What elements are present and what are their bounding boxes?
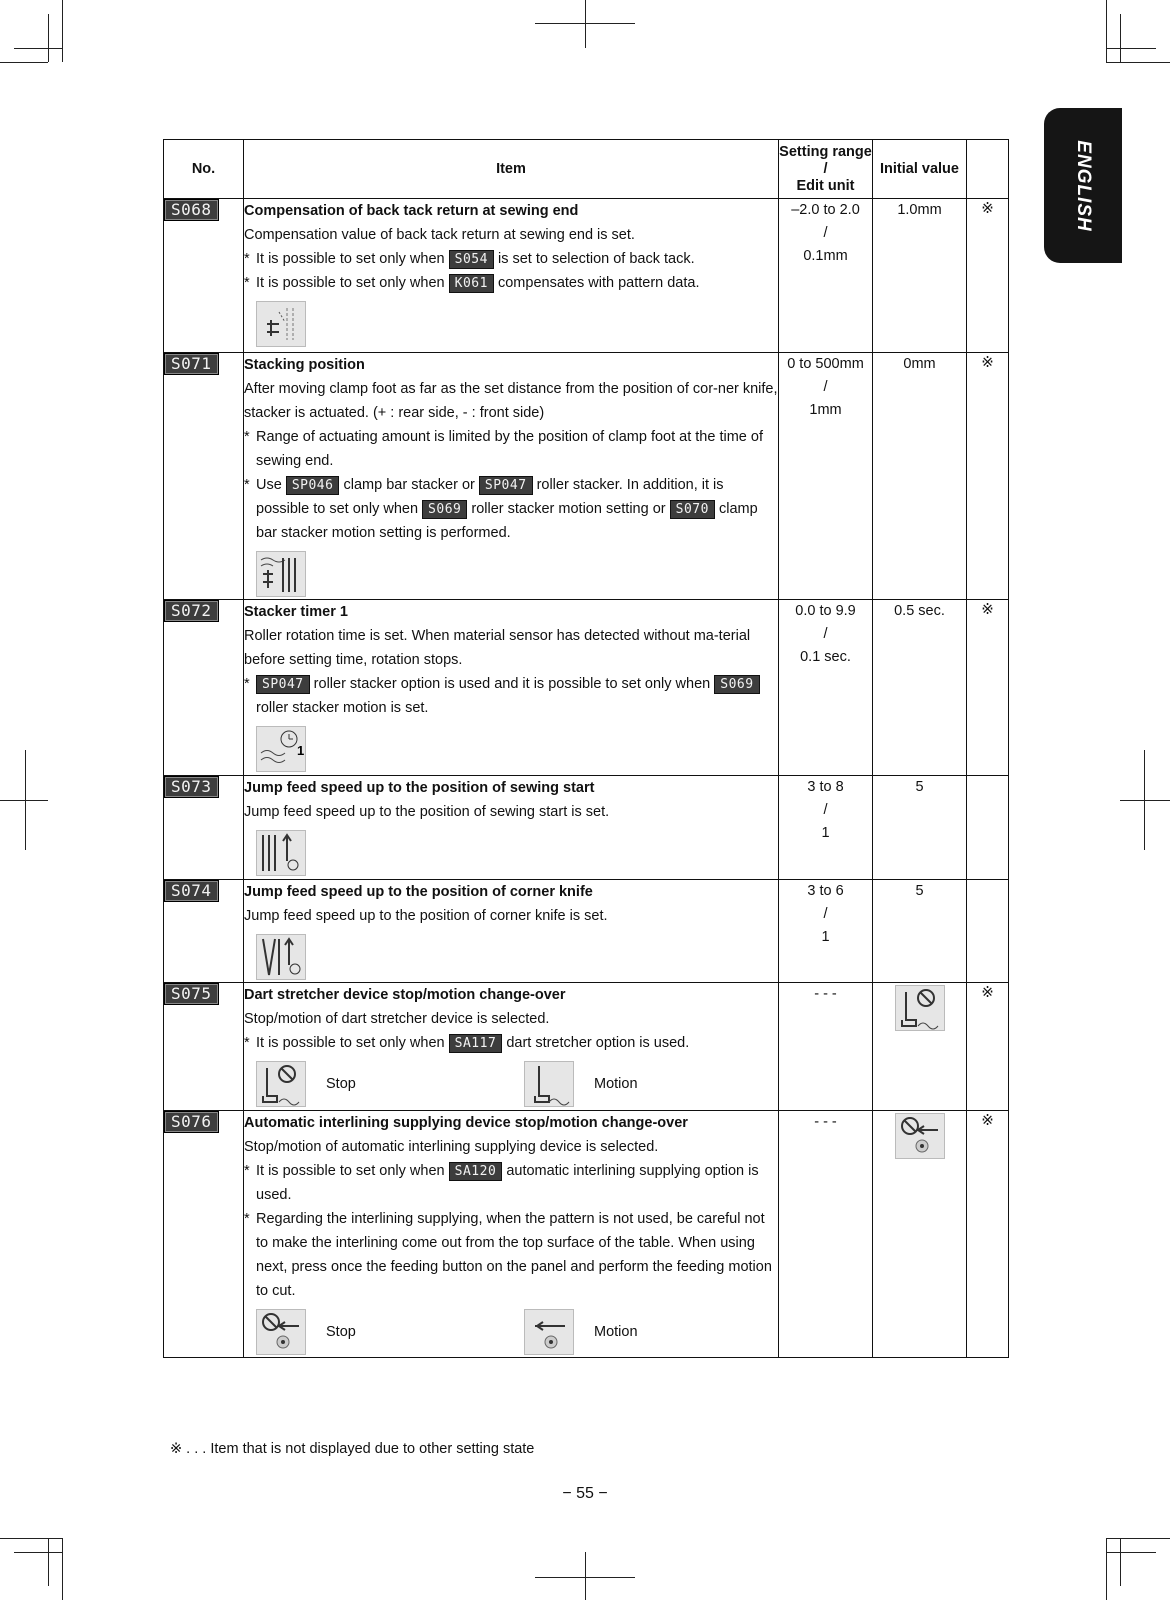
- option-motion: [524, 1309, 638, 1355]
- table-row: [164, 600, 1009, 776]
- item-title: Stacking position: [244, 357, 365, 373]
- icon-row: [244, 830, 778, 878]
- option-stop-label: Stop: [326, 1076, 356, 1092]
- crop-mark: [535, 1577, 635, 1578]
- edit-unit: 1: [821, 929, 830, 945]
- edit-unit: 1mm: [809, 402, 842, 418]
- icon-row: [244, 726, 778, 774]
- note-text: roller stacker motion setting or: [471, 501, 666, 517]
- item-description: Roller rotation time is set. When material sensor has detected without ma-terial before setting time, rotation stops.: [244, 628, 751, 668]
- item-title: Compensation of back tack return at sewing end: [244, 203, 579, 219]
- note-text: Use: [256, 477, 282, 493]
- icon-row: [244, 1061, 778, 1109]
- range-separator: /: [823, 906, 828, 922]
- row-code-cell: [164, 600, 244, 776]
- header-range-line2: /: [823, 160, 828, 177]
- note-text: It is possible to set only when: [256, 1163, 445, 1179]
- row-item-cell: [244, 776, 779, 880]
- initial-value-cell: [873, 983, 967, 1111]
- dart-stretcher-motion-icon: [524, 1061, 574, 1107]
- table-row: [164, 199, 1009, 353]
- row-range-cell: [779, 353, 873, 600]
- hidden-item-mark: ※: [967, 1111, 1009, 1358]
- item-description: Stop/motion of dart stretcher device is selected.: [244, 1011, 550, 1027]
- range-value: 0 to 500mm: [787, 356, 864, 372]
- crop-mark: [0, 1538, 62, 1539]
- option-motion-label: Motion: [594, 1076, 638, 1092]
- initial-value: 5: [873, 880, 967, 983]
- table-row: [164, 353, 1009, 600]
- crop-mark: [62, 0, 63, 62]
- header-range: [779, 140, 873, 199]
- code-ref: SP047: [479, 476, 533, 495]
- language-tab-label: ENGLISH: [1073, 139, 1094, 232]
- range-separator: /: [823, 626, 828, 642]
- note-text: It is possible to set only when: [256, 251, 445, 267]
- dart-stretcher-stop-icon: [895, 985, 945, 1031]
- row-item-cell: [244, 983, 779, 1111]
- header-mark: [967, 140, 1009, 199]
- note-star: *: [244, 676, 250, 692]
- row-range-cell: [779, 600, 873, 776]
- crop-mark: [585, 0, 586, 48]
- icon-row: [244, 1309, 778, 1357]
- row-item-cell: [244, 353, 779, 600]
- setting-code: S073: [164, 776, 219, 798]
- code-ref: S069: [422, 500, 467, 519]
- hidden-item-mark: [967, 776, 1009, 880]
- range-separator: /: [823, 379, 828, 395]
- interlining-stop-icon: [895, 1113, 945, 1159]
- item-title: Jump feed speed up to the position of corner knife: [244, 884, 593, 900]
- row-code-cell: [164, 199, 244, 353]
- crop-mark: [535, 23, 635, 24]
- back-tack-compensation-icon: [256, 301, 306, 347]
- row-range-cell: [779, 199, 873, 353]
- setting-code: S068: [164, 199, 219, 221]
- code-ref: SP047: [256, 675, 310, 694]
- code-ref: SA120: [449, 1162, 503, 1181]
- setting-code: S074: [164, 880, 219, 902]
- row-item-cell: [244, 199, 779, 353]
- item-note: [244, 425, 778, 473]
- interlining-stop-icon: [256, 1309, 306, 1355]
- crop-mark: [1106, 1538, 1107, 1600]
- option-stop-label: Stop: [326, 1324, 356, 1340]
- initial-value: 1.0mm: [873, 199, 967, 353]
- option-motion-label: Motion: [594, 1324, 638, 1340]
- code-ref: S069: [714, 675, 759, 694]
- code-ref: SP046: [286, 476, 340, 495]
- range-value: - - -: [814, 986, 837, 1002]
- note-text: It is possible to set only when: [256, 275, 445, 291]
- row-item-cell: [244, 1111, 779, 1358]
- header-initial: Initial value: [873, 140, 967, 199]
- edit-unit: 0.1 sec.: [800, 649, 851, 665]
- note-text: roller stacker. In addition, it is possible to set only when: [256, 477, 724, 517]
- crop-mark: [1120, 1538, 1121, 1586]
- stacking-position-icon: [256, 551, 306, 597]
- hidden-item-mark: ※: [967, 199, 1009, 353]
- table-row: [164, 880, 1009, 983]
- item-note: [244, 247, 778, 271]
- hidden-item-mark: [967, 880, 1009, 983]
- item-description: Stop/motion of automatic interlining supplying device is selected.: [244, 1139, 659, 1155]
- item-note: [244, 1207, 778, 1303]
- crop-mark: [0, 800, 48, 801]
- initial-value: 0mm: [873, 353, 967, 600]
- row-item-cell: [244, 880, 779, 983]
- table-row: [164, 776, 1009, 880]
- setting-code: S071: [164, 353, 219, 375]
- note-star: *: [244, 477, 250, 493]
- initial-value-cell: [873, 1111, 967, 1358]
- crop-mark: [1120, 800, 1170, 801]
- setting-code: S072: [164, 600, 219, 622]
- header-range-line1: Setting range: [779, 143, 872, 160]
- item-note: [244, 1159, 778, 1207]
- option-stop: [256, 1309, 356, 1355]
- range-value: –2.0 to 2.0: [791, 202, 860, 218]
- range-separator: /: [823, 225, 828, 241]
- header-item: Item: [244, 140, 779, 199]
- code-ref: SA117: [449, 1034, 503, 1053]
- item-title: Dart stretcher device stop/motion change-over: [244, 987, 566, 1003]
- option-stop: [256, 1061, 356, 1107]
- footnote: ※ . . . Item that is not displayed due to other setting state: [170, 1441, 535, 1457]
- note-star: *: [244, 429, 250, 445]
- stacker-timer-icon: [256, 726, 306, 772]
- table-row: [164, 1111, 1009, 1358]
- row-range-cell: [779, 983, 873, 1111]
- code-ref: S054: [449, 250, 494, 269]
- crop-mark: [1120, 14, 1121, 62]
- row-code-cell: [164, 1111, 244, 1358]
- item-title: Jump feed speed up to the position of sewing start: [244, 780, 595, 796]
- crop-mark: [1106, 48, 1156, 49]
- initial-value: 0.5 sec.: [873, 600, 967, 776]
- note-star: *: [244, 1163, 250, 1179]
- icon-row: [244, 934, 778, 982]
- note-star: *: [244, 1211, 250, 1227]
- jump-feed-corner-knife-icon: [256, 934, 306, 980]
- crop-mark: [14, 48, 62, 49]
- jump-feed-sewing-start-icon: [256, 830, 306, 876]
- header-range-line3: Edit unit: [796, 177, 855, 194]
- item-title: Automatic interlining supplying device stop/motion change-over: [244, 1115, 688, 1131]
- hidden-item-mark: ※: [967, 600, 1009, 776]
- crop-mark: [14, 1552, 62, 1553]
- initial-value: 5: [873, 776, 967, 880]
- table-row: [164, 983, 1009, 1111]
- edit-unit: 0.1mm: [803, 248, 848, 264]
- hidden-item-mark: ※: [967, 353, 1009, 600]
- setting-code: S076: [164, 1111, 219, 1133]
- item-note: [244, 1031, 778, 1055]
- note-text: Range of actuating amount is limited by the position of clamp foot at the time of sewing end.: [256, 429, 763, 469]
- note-text: compensates with pattern data.: [497, 275, 700, 291]
- note-text: dart stretcher option is used.: [506, 1035, 690, 1051]
- range-value: 3 to 8: [807, 779, 844, 795]
- crop-mark: [48, 14, 49, 62]
- icon-row: [244, 301, 778, 349]
- note-star: *: [244, 1035, 250, 1051]
- range-value: - - -: [814, 1114, 837, 1130]
- svg-text:1: 1: [297, 743, 305, 758]
- setting-code: S075: [164, 983, 219, 1005]
- page-number: − 55 −: [562, 1485, 608, 1502]
- item-description: Jump feed speed up to the position of corner knife is set.: [244, 908, 608, 924]
- note-text: clamp bar stacker motion setting is performed.: [256, 501, 758, 541]
- edit-unit: 1: [821, 825, 830, 841]
- item-note: [244, 473, 778, 545]
- crop-mark: [1106, 0, 1107, 62]
- crop-mark: [1106, 62, 1170, 63]
- row-code-cell: [164, 776, 244, 880]
- row-range-cell: [779, 776, 873, 880]
- range-value: 3 to 6: [807, 883, 844, 899]
- item-note: [244, 271, 778, 295]
- code-ref: S070: [670, 500, 715, 519]
- note-text: roller stacker motion is set.: [256, 700, 429, 716]
- note-text: Regarding the interlining supplying, when the pattern is not used, be careful not to make the interlining come out from the top surface of the table. When using next, press once the feeding button on the panel and perform the feeding motion to cut.: [256, 1211, 772, 1299]
- note-text: automatic interlining supplying option is used.: [256, 1163, 759, 1203]
- crop-mark: [0, 62, 48, 63]
- row-code-cell: [164, 983, 244, 1111]
- note-star: *: [244, 251, 250, 267]
- note-star: *: [244, 275, 250, 291]
- range-value: 0.0 to 9.9: [795, 603, 856, 619]
- item-title: Stacker timer 1: [244, 604, 348, 620]
- hidden-item-mark: ※: [967, 983, 1009, 1111]
- note-text: clamp bar stacker or: [343, 477, 475, 493]
- item-description: After moving clamp foot as far as the set distance from the position of cor-ner knife, stacker is actuated. (+ : rear side, - : front side): [244, 381, 778, 421]
- row-code-cell: [164, 353, 244, 600]
- note-text: It is possible to set only when: [256, 1035, 445, 1051]
- item-note: [244, 672, 778, 720]
- crop-mark: [585, 1552, 586, 1600]
- interlining-motion-icon: [524, 1309, 574, 1355]
- crop-mark: [1106, 1538, 1170, 1539]
- dart-stretcher-stop-icon: [256, 1061, 306, 1107]
- crop-mark: [62, 1538, 63, 1600]
- header-no: No.: [164, 140, 244, 199]
- note-text: is set to selection of back tack.: [497, 251, 695, 267]
- settings-table: [163, 139, 1009, 1358]
- item-description: Jump feed speed up to the position of sewing start is set.: [244, 804, 610, 820]
- crop-mark: [48, 1538, 49, 1586]
- option-motion: [524, 1061, 638, 1107]
- crop-mark: [1106, 1552, 1156, 1553]
- item-description: Compensation value of back tack return at sewing end is set.: [244, 227, 635, 243]
- row-code-cell: [164, 880, 244, 983]
- range-separator: /: [823, 802, 828, 818]
- language-tab: [1044, 108, 1122, 263]
- row-range-cell: [779, 880, 873, 983]
- row-item-cell: [244, 600, 779, 776]
- code-ref: K061: [449, 274, 494, 293]
- row-range-cell: [779, 1111, 873, 1358]
- icon-row: [244, 551, 778, 599]
- table-header-row: [164, 140, 1009, 199]
- note-text: roller stacker option is used and it is possible to set only when: [313, 676, 711, 692]
